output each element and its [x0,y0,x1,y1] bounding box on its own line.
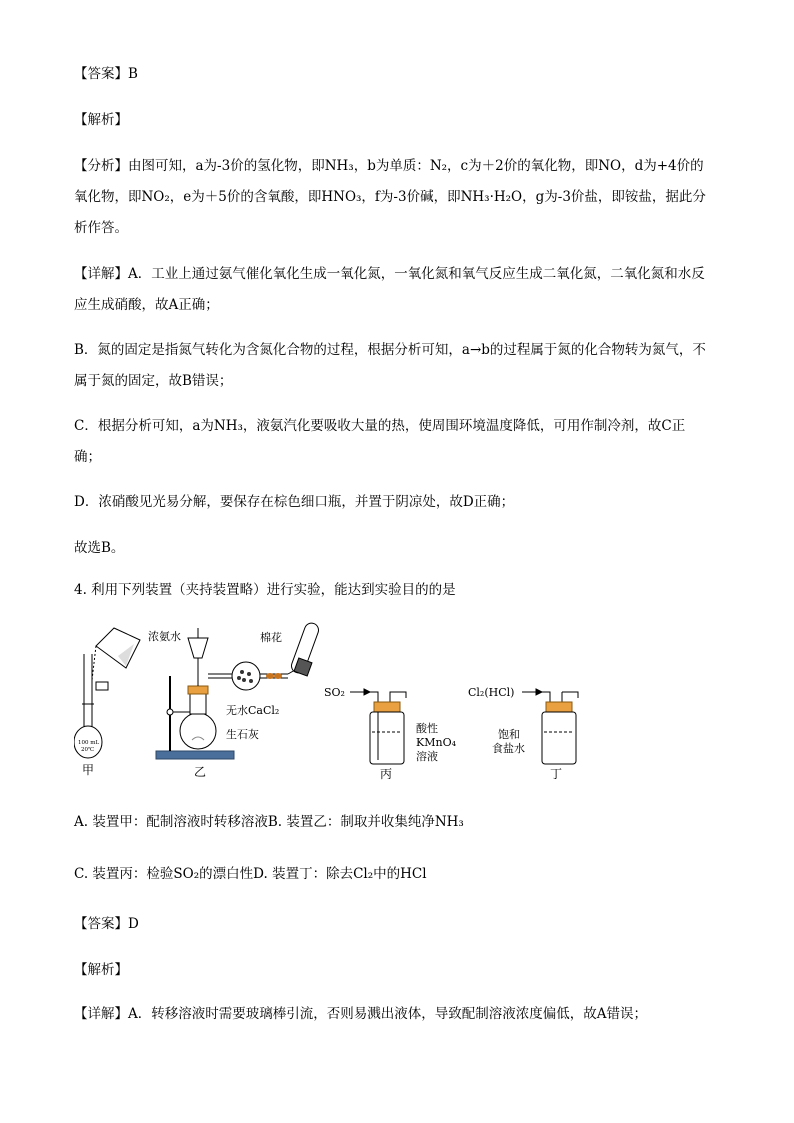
apparatus-figure [74,616,594,786]
text-line: 【详解】A．转移溶液时需要玻璃棒引流，否则易溅出液体，导致配制溶液浓度偏低，故A错误； [74,1006,647,1022]
text-line: C．根据分析可知，a为NH₃，液氨汽化要吸收大量的热，使周围环境温度降低，可用作制冷剂，故C正 [74,418,686,434]
text-line: 确； [74,449,101,465]
label-jia: 甲 [82,763,95,777]
apparatus-bing [350,689,406,764]
flask-temp-label: 20℃ [81,747,95,753]
label-baohe: 饱和 [498,728,520,741]
label-shiyanshui: 食盐水 [492,742,525,755]
text-line: 【详解】A．工业上通过氨气催化氧化生成一氧化氮，一氧化氮和氧气反应生成二氧化氮，二氧化氮和水反 [74,266,705,282]
label-kmno4: KMnO₄ [416,736,456,749]
label-cacl2: 无水CaCl₂ [226,704,280,717]
option-a-b: A. 装置甲：配制溶液时转移溶液B. 装置乙：制取并收集纯净NH₃ [74,814,464,830]
label-yi: 乙 [194,765,207,779]
label-so2: SO₂ [324,686,345,699]
answer-label-1: 【答案】B [74,66,138,82]
question-4-stem: 4. 利用下列装置（夹持装置略）进行实验，能达到实验目的的是 [74,582,456,598]
text-line: 析作答。 [74,220,128,236]
text-line: 【分析】由图可知，a为-3价的氢化物，即NH₃，b为单质：N₂，c为＋2价的氧化物，即NO，d为+4价的 [74,158,704,174]
label-bing: 丙 [380,767,393,781]
text-line: 氧化物，即NO₂，e为＋5价的含氧酸，即HNO₃，f为-3价碱，即NH₃·H₂O，g为-3价盐，即铵盐，据此分 [74,189,706,205]
label-mianhua: 棉花 [260,631,282,644]
text-line: 故选B。 [74,540,125,556]
apparatus-jia [74,628,140,758]
answer-label-2: 【答案】D [74,916,139,932]
text-line: D．浓硝酸见光易分解，要保存在棕色细口瓶，并置于阴凉处，故D正确； [74,494,515,510]
label-cl2hcl: Cl₂(HCl) [468,686,515,699]
text-line: 应生成硝酸，故A正确； [74,297,219,313]
analysis-label-2: 【解析】 [74,962,128,978]
text-line: B．氮的固定是指氮气转化为含氮化合物的过程，根据分析可知，a→b的过程属于氮的化合物转为氮气，不 [74,342,706,358]
flask-volume-label: 100 mL [78,740,100,746]
option-c-d: C. 装置丙：检验SO₂的漂白性D. 装置丁：除去Cl₂中的HCl [74,866,427,882]
label-shengshihui: 生石灰 [226,728,259,741]
label-nong-anshui: 浓氨水 [148,630,181,643]
apparatus-ding [522,689,578,764]
analysis-label-1: 【解析】 [74,112,128,128]
label-rongye: 溶液 [416,750,438,763]
text-line: 属于氮的固定，故B错误； [74,373,233,389]
label-ding: 丁 [550,767,563,781]
label-suanxing: 酸性 [416,722,438,735]
